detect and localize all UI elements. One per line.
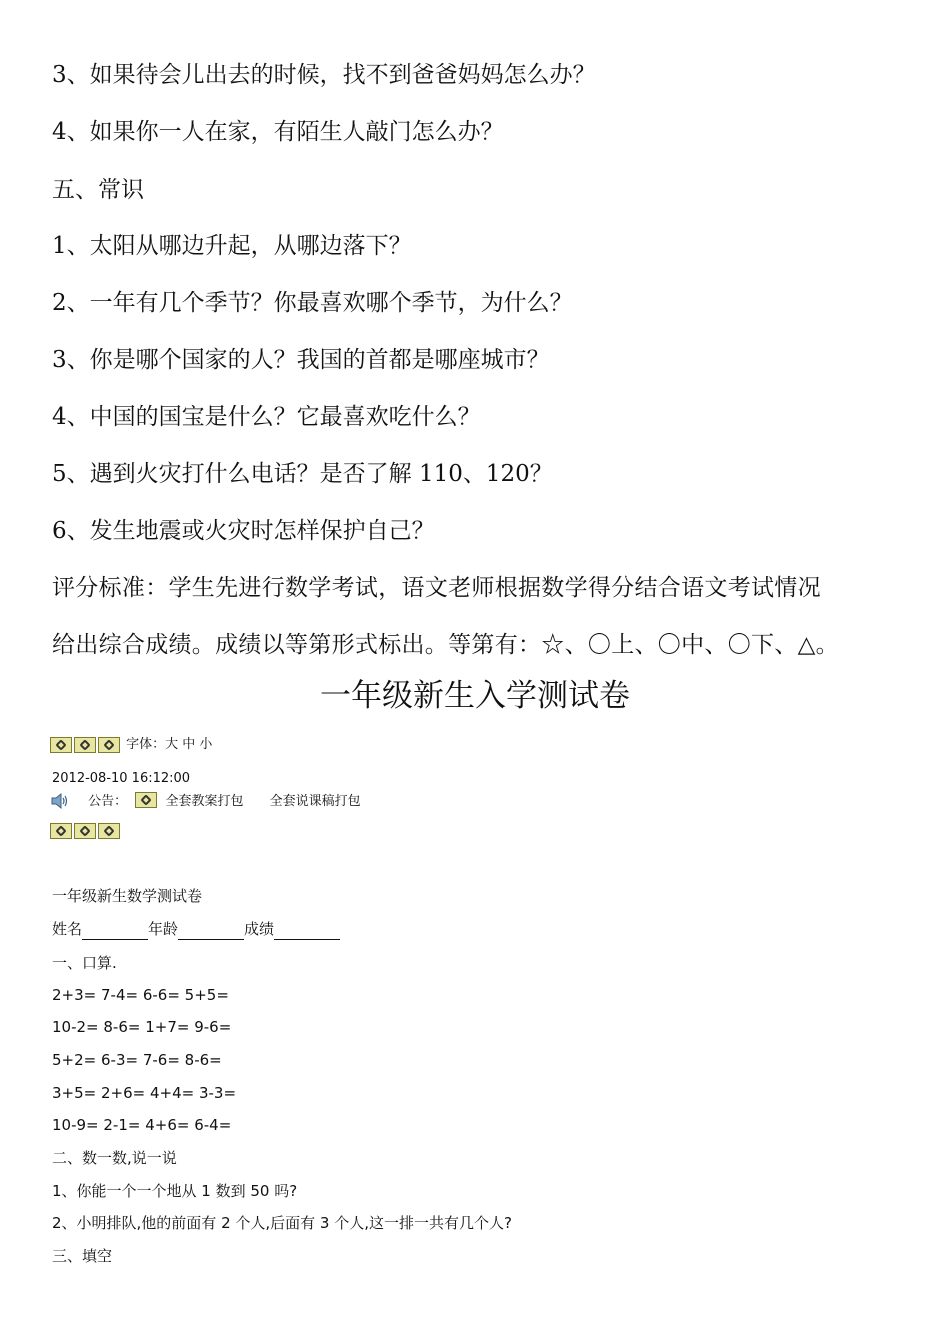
link-lesson-plans[interactable]: 全套教案打包: [165, 793, 244, 809]
arithmetic-row: 10-2= 8-6= 1+7= 9-6=: [52, 1018, 232, 1036]
font-size-toolbar: [50, 736, 212, 756]
student-info-line: [52, 918, 340, 940]
math-section-3-heading: 三、填空: [52, 1247, 113, 1265]
score-label: 成绩: [244, 920, 275, 938]
page-title: 一年级新生入学测试卷: [320, 678, 630, 714]
arithmetic-row: 5+2= 6-3= 7-6= 8-6=: [52, 1051, 222, 1069]
score-blank[interactable]: [274, 923, 340, 940]
name-blank[interactable]: [82, 923, 148, 940]
scoring-line-1: 评分标准：学生先进行数学考试，语文老师根据数学得分结合语文考试情况: [52, 575, 821, 601]
question-3: 3、如果待会儿出去的时候，找不到爸爸妈妈怎么办？: [52, 62, 596, 88]
notice-bar: [50, 792, 361, 811]
arithmetic-row: 2+3= 7-4= 6-6= 5+5=: [52, 986, 229, 1004]
font-size-label[interactable]: 字体：大 中 小: [126, 737, 213, 752]
toolbar-icon[interactable]: [74, 823, 96, 839]
name-label: 姓名: [52, 920, 83, 938]
toolbar-icon[interactable]: [50, 737, 72, 753]
section-5-item-4: 4、中国的国宝是什么？它最喜欢吃什么？: [52, 404, 481, 430]
arithmetic-row: 10-9= 2-1= 4+6= 6-4=: [52, 1116, 232, 1134]
scoring-line-2: 给出综合成绩。成绩以等第形式标出。等第有：☆、〇上、〇中、〇下、△。: [52, 632, 839, 658]
math-heading: 一年级新生数学测试卷: [52, 887, 203, 905]
post-datetime: 2012-08-10 16:12:00: [52, 771, 191, 786]
speaker-icon: [50, 792, 70, 810]
toolbar-icon[interactable]: [74, 737, 96, 753]
toolbar-icon[interactable]: [50, 823, 72, 839]
age-blank[interactable]: [178, 923, 244, 940]
question-4: 4、如果你一人在家，有陌生人敲门怎么办？: [52, 119, 504, 145]
section-5-item-5: 5、遇到火灾打什么电话？是否了解 110、120？: [52, 461, 553, 487]
icon-row: [50, 820, 122, 839]
math-section-1-heading: 一、口算.: [52, 954, 117, 972]
section-5-item-6: 6、发生地震或火灾时怎样保护自己？: [52, 518, 435, 544]
notice-icon: [135, 792, 157, 808]
toolbar-icon[interactable]: [98, 737, 120, 753]
section-5-item-1: 1、太阳从哪边升起，从哪边落下？: [52, 233, 412, 259]
arithmetic-row: 3+5= 2+6= 4+4= 3-3=: [52, 1084, 237, 1102]
link-lecture-drafts[interactable]: 全套说课稿打包: [269, 793, 361, 809]
math-section-2-heading: 二、数一数,说一说: [52, 1149, 177, 1167]
toolbar-icon[interactable]: [98, 823, 120, 839]
age-label: 年龄: [148, 920, 179, 938]
notice-label: 公告：: [88, 793, 128, 809]
section-5-item-2: 2、一年有几个季节？你最喜欢哪个季节，为什么？: [52, 290, 573, 316]
section-5-item-3: 3、你是哪个国家的人？我国的首都是哪座城市？: [52, 347, 550, 373]
math-section-2-item-2: 2、小明排队,他的前面有 2 个人,后面有 3 个人,这一排一共有几个人?: [52, 1214, 512, 1232]
math-section-2-item-1: 1、你能一个一个地从 1 数到 50 吗?: [52, 1182, 298, 1200]
section-5-heading: 五、常识: [52, 177, 144, 203]
